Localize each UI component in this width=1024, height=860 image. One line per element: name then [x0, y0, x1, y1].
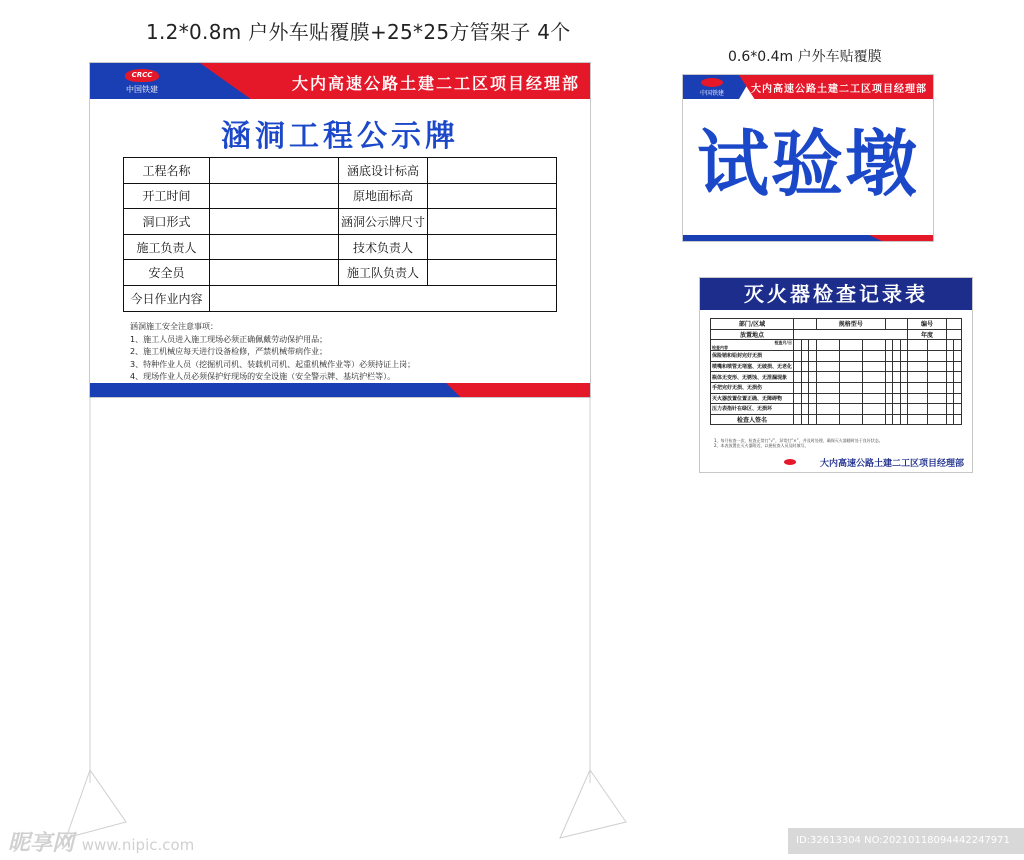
- table-row: [711, 319, 962, 330]
- watermark-id: ID:32613304 NO:20210118094442247971: [788, 828, 1024, 854]
- check-cell: [816, 361, 839, 372]
- check-cell: [885, 382, 893, 393]
- note-line: 2、施工机械应每天进行设备检修，严禁机械带病作业；: [130, 347, 328, 356]
- ext-date-label: 检查月/日: [774, 340, 793, 346]
- pier-crcc-logo: [697, 78, 727, 97]
- check-cell: [908, 361, 927, 372]
- check-cell: [801, 382, 809, 393]
- check-cell: [816, 351, 839, 362]
- main-sign-spec-label: 1.2*0.8m 户外车贴覆膜+25*25方管架子 4个: [146, 20, 571, 44]
- check-cell: [927, 361, 946, 372]
- check-cell: [794, 351, 802, 362]
- check-cell: [816, 414, 839, 425]
- watermark-brand-name: 昵享网: [8, 831, 75, 856]
- table-row: [711, 361, 962, 372]
- pier-header-title: 大内高速公路土建二工区项目经理部: [751, 84, 927, 95]
- check-cell: [839, 351, 862, 362]
- check-cell: [885, 414, 893, 425]
- check-cell: [927, 382, 946, 393]
- check-cell: [900, 393, 908, 404]
- check-cell: [809, 340, 817, 351]
- field-label: 技术负责人: [338, 234, 427, 260]
- field-label: 洞口形式: [124, 209, 210, 235]
- check-cell: [893, 382, 901, 393]
- field-value: [427, 183, 556, 209]
- check-cell: [862, 340, 885, 351]
- check-cell: [946, 340, 954, 351]
- check-cell: [794, 340, 802, 351]
- ext-label: 部门/区域: [711, 319, 794, 330]
- check-cell: [862, 393, 885, 404]
- check-cell: [839, 393, 862, 404]
- check-cell: [862, 382, 885, 393]
- watermark-brand: [8, 826, 194, 857]
- check-item-label: 灭火器放置位置正确、无障碍物: [711, 393, 794, 404]
- check-cell: [839, 340, 862, 351]
- check-cell: [908, 404, 927, 415]
- table-row: [711, 414, 962, 425]
- table-row: [711, 382, 962, 393]
- check-item-label: 瓶体无变形、无锈蚀、无泄漏现象: [711, 372, 794, 383]
- check-cell: [809, 414, 817, 425]
- check-cell: [862, 351, 885, 362]
- check-item-label: 保险销和铅封完好无损: [711, 351, 794, 362]
- sign-stand-frame: [60, 398, 640, 848]
- check-cell: [927, 414, 946, 425]
- pier-footer-blue-band: [683, 235, 883, 241]
- ext-diagonal-header: [711, 340, 794, 351]
- note-line: 3、特种作业人员（挖掘机司机、装载机司机、起重机械作业等）必须持证上岗；: [130, 359, 416, 369]
- check-cell: [954, 414, 962, 425]
- small-sign-spec-label: 0.6*0.4m 户外车贴覆膜: [728, 49, 882, 65]
- field-value: [427, 209, 556, 235]
- board-title: 涵洞工程公示牌: [221, 119, 459, 154]
- check-cell: [946, 393, 954, 404]
- field-label: 安全员: [124, 260, 210, 286]
- table-row: [711, 404, 962, 415]
- ext-content-label: 检查内容: [712, 345, 728, 351]
- check-cell: [946, 351, 954, 362]
- check-item-label: 手把完好无损、无损伤: [711, 382, 794, 393]
- check-cell: [927, 340, 946, 351]
- table-row: [124, 183, 557, 209]
- check-cell: [908, 393, 927, 404]
- check-cell: [801, 351, 809, 362]
- field-value: [209, 260, 338, 286]
- check-cell: [801, 340, 809, 351]
- check-cell: [885, 340, 893, 351]
- ext-footer: 大内高速公路土建二工区项目经理部: [819, 459, 964, 469]
- check-cell: [900, 404, 908, 415]
- board-footer: [90, 383, 590, 397]
- check-cell: [801, 372, 809, 383]
- check-item-label: 喷嘴和喷管无堵塞、无破损、无老化: [711, 361, 794, 372]
- check-cell: [816, 382, 839, 393]
- table-row: [711, 351, 962, 362]
- field-value: [209, 158, 338, 184]
- check-cell: [893, 372, 901, 383]
- check-cell: [885, 404, 893, 415]
- check-cell: [839, 404, 862, 415]
- check-cell: [794, 372, 802, 383]
- pier-logo-mark: [701, 78, 723, 87]
- check-cell: [839, 372, 862, 383]
- field-label: 原地面标高: [338, 183, 427, 209]
- check-cell: [809, 361, 817, 372]
- pier-footer: [683, 235, 933, 241]
- check-cell: [946, 414, 954, 425]
- check-cell: [893, 351, 901, 362]
- field-label: 施工负责人: [124, 234, 210, 260]
- check-cell: [954, 393, 962, 404]
- table-row: [711, 340, 962, 351]
- check-cell: [794, 393, 802, 404]
- field-label: 涵洞公示牌尺寸: [338, 209, 427, 235]
- check-cell: [927, 404, 946, 415]
- test-pier-sign: [682, 74, 934, 242]
- check-cell: [954, 361, 962, 372]
- check-cell: [908, 382, 927, 393]
- pier-header: [683, 75, 933, 99]
- ext-footer-logo: [784, 459, 796, 465]
- check-cell: [908, 414, 927, 425]
- crcc-logo-mark: CRCC: [125, 69, 159, 82]
- check-cell: [839, 361, 862, 372]
- ext-label: 编号: [908, 319, 946, 330]
- check-cell: [900, 382, 908, 393]
- check-cell: [794, 414, 802, 425]
- field-label: 今日作业内容: [124, 285, 210, 311]
- ext-label: 规格型号: [816, 319, 885, 330]
- table-row: [124, 285, 557, 311]
- ext-value: [946, 329, 961, 340]
- ext-value: [885, 319, 908, 330]
- watermark-url: www.nipic.com: [81, 836, 195, 854]
- ext-value: [946, 319, 961, 330]
- footer-red-band: [446, 383, 590, 397]
- check-cell: [954, 382, 962, 393]
- ext-value: [794, 329, 908, 340]
- check-cell: [816, 393, 839, 404]
- note-line: 1、施工人员进入施工现场必须正确佩戴劳动保护用品；: [130, 334, 328, 344]
- check-cell: [893, 393, 901, 404]
- table-row: [124, 158, 557, 184]
- check-cell: [809, 382, 817, 393]
- check-cell: [794, 361, 802, 372]
- check-cell: [816, 372, 839, 383]
- safety-notes: [130, 321, 415, 384]
- check-cell: [908, 340, 927, 351]
- table-row: [711, 372, 962, 383]
- board-header-title: 大内高速公路土建二工区项目经理部: [291, 74, 580, 93]
- check-cell: [801, 393, 809, 404]
- check-cell: [900, 340, 908, 351]
- check-cell: [900, 414, 908, 425]
- field-value: [209, 209, 338, 235]
- check-cell: [954, 372, 962, 383]
- check-cell: [801, 414, 809, 425]
- footer-blue-band: [90, 383, 470, 397]
- field-value: [209, 285, 556, 311]
- crcc-logo: [120, 69, 164, 95]
- extinguisher-record-sheet: [699, 277, 973, 473]
- check-cell: [839, 414, 862, 425]
- check-cell: [816, 340, 839, 351]
- table-row: [124, 209, 557, 235]
- pier-logo-text: 中国铁建: [699, 90, 724, 97]
- check-cell: [862, 404, 885, 415]
- check-cell: [839, 382, 862, 393]
- check-cell: [885, 361, 893, 372]
- check-cell: [927, 372, 946, 383]
- culvert-notice-board: [89, 62, 591, 398]
- check-cell: [908, 372, 927, 383]
- check-cell: [893, 404, 901, 415]
- board-header: [90, 63, 590, 99]
- ext-title: 灭火器检查记录表: [700, 278, 972, 310]
- check-cell: [809, 351, 817, 362]
- check-cell: [885, 393, 893, 404]
- check-cell: [794, 382, 802, 393]
- check-cell: [893, 340, 901, 351]
- ext-notes: [714, 438, 883, 448]
- check-cell: [862, 361, 885, 372]
- check-cell: [893, 414, 901, 425]
- field-value: [427, 234, 556, 260]
- check-cell: [801, 361, 809, 372]
- table-row: [711, 393, 962, 404]
- ext-note-line: 2、本表放置在灭火器附近，以便检查人员及时填写。: [714, 443, 809, 448]
- ext-label: 检查人签名: [711, 414, 794, 425]
- field-value: [427, 158, 556, 184]
- check-cell: [885, 351, 893, 362]
- field-value: [427, 260, 556, 286]
- check-cell: [794, 404, 802, 415]
- check-cell: [900, 361, 908, 372]
- check-cell: [954, 351, 962, 362]
- check-cell: [954, 340, 962, 351]
- check-cell: [809, 393, 817, 404]
- table-row: [124, 234, 557, 260]
- check-item-label: 压力表指针在绿区、无损坏: [711, 404, 794, 415]
- check-cell: [809, 404, 817, 415]
- note-line: 4、现场作业人员必须保护好现场的安全设施（安全警示牌、基坑护栏等）。: [130, 372, 396, 381]
- check-cell: [927, 393, 946, 404]
- table-row: [711, 329, 962, 340]
- culvert-info-table: [123, 157, 557, 312]
- check-cell: [885, 372, 893, 383]
- table-row: [124, 260, 557, 286]
- field-label: 施工队负责人: [338, 260, 427, 286]
- check-cell: [946, 361, 954, 372]
- check-cell: [893, 361, 901, 372]
- ext-note-line: 1、每月检查一次，检查正常打“√”，异常打“×”，并及时处理，确保灭火器随时处于良好状态。: [714, 438, 883, 443]
- note-line: 涵洞施工安全注意事项：: [130, 322, 218, 331]
- ext-label: 放置地点: [711, 329, 794, 340]
- field-label: 涵底设计标高: [338, 158, 427, 184]
- check-cell: [801, 404, 809, 415]
- check-cell: [862, 414, 885, 425]
- ext-record-table: [710, 318, 962, 425]
- field-value: [209, 234, 338, 260]
- check-cell: [900, 372, 908, 383]
- check-cell: [927, 351, 946, 362]
- check-cell: [900, 351, 908, 362]
- check-cell: [946, 382, 954, 393]
- crcc-logo-text: 中国铁建: [126, 85, 158, 94]
- check-cell: [809, 372, 817, 383]
- field-label: 开工时间: [124, 183, 210, 209]
- check-cell: [946, 372, 954, 383]
- check-cell: [908, 351, 927, 362]
- check-cell: [862, 372, 885, 383]
- pier-title: 试验墩: [696, 122, 919, 206]
- field-value: [209, 183, 338, 209]
- check-cell: [946, 404, 954, 415]
- check-cell: [954, 404, 962, 415]
- check-cell: [816, 404, 839, 415]
- ext-label: 年度: [908, 329, 946, 340]
- ext-value: [794, 319, 817, 330]
- field-label: 工程名称: [124, 158, 210, 184]
